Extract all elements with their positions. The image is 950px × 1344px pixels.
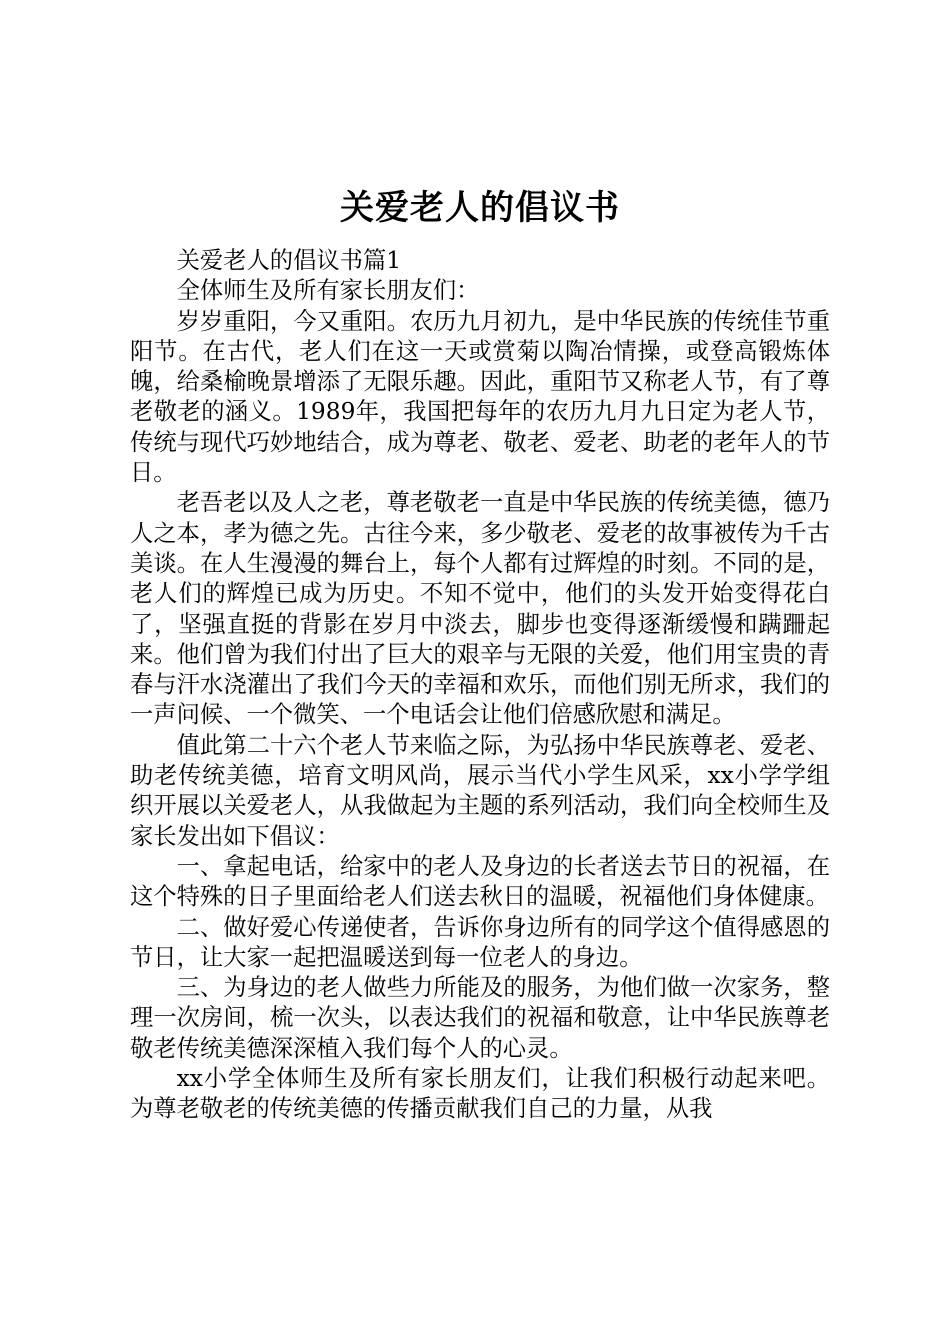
body-paragraph: 值此第二十六个老人节来临之际，为弘扬中华民族尊老、爱老、助老传统美德，培育文明风尚，展示当代小学生风采，xx小学学组织开展以关爱老人，从我做起为主题的系列活动，我们向全校师生及家长发出如下倡议：	[130, 731, 830, 850]
proposal-item: 一、拿起电话，给家中的老人及身边的长者送去节日的祝福，在这个特殊的日子里面给老人们送去秋日的温暖，祝福他们身体健康。	[130, 852, 830, 911]
closing-paragraph: xx小学全体师生及所有家长朋友们，让我们积极行动起来吧。为尊老敬老的传统美德的传播贡献我们自己的力量，从我	[130, 1065, 830, 1123]
proposal-item: 三、为身边的老人做些力所能及的服务，为他们做一次家务，整理一次房间，梳一次头，以表达我们的祝福和敬意，让中华民族尊老敬老传统美德深深植入我们每个人的心灵。	[130, 974, 830, 1062]
body-paragraph: 老吾老以及人之老，尊老敬老一直是中华民族的传统美德，德乃人之本，孝为德之先。古往今来，多少敬老、爱老的故事被传为千古美谈。在人生漫漫的舞台上，每个人都有过辉煌的时刻。不同的是，老人们的辉煌已成为历史。不知不觉中，他们的头发开始变得花白了，坚强直挺的背影在岁月中淡去，脚步也变得逐渐缓慢和蹒跚起来。他们曾为我们付出了巨大的艰辛与无限的关爱，他们用宝贵的青春与汗水浇灌出了我们今天的幸福和欢乐，而他们别无所求，我们的一声问候、一个微笑、一个电话会让他们倍感欣慰和满足。	[130, 489, 830, 729]
body-paragraph: 岁岁重阳，今又重阳。农历九月初九，是中华民族的传统佳节重阳节。在古代，老人们在这一天或赏菊以陶冶情操，或登高锻炼体魄，给桑榆晚景增添了无限乐趣。因此，重阳节又称老人节，有了尊老敬老的涵义。1989年，我国把每年的农历九月九日定为老人节，传统与现代巧妙地结合，成为尊老、敬老、爱老、助老的老年人的节日。	[130, 307, 830, 487]
subtitle-paragraph: 关爱老人的倡议书篇1	[176, 247, 402, 274]
proposal-item: 二、做好爱心传递使者，告诉你身边所有的同学这个值得感恩的节日，让大家一起把温暖送到每一位老人的身边。	[130, 913, 830, 971]
salutation-paragraph: 全体师生及所有家长朋友们：	[176, 277, 480, 305]
document-title: 关爱老人的倡议书	[340, 188, 620, 228]
document-page	[130, 180, 830, 1125]
